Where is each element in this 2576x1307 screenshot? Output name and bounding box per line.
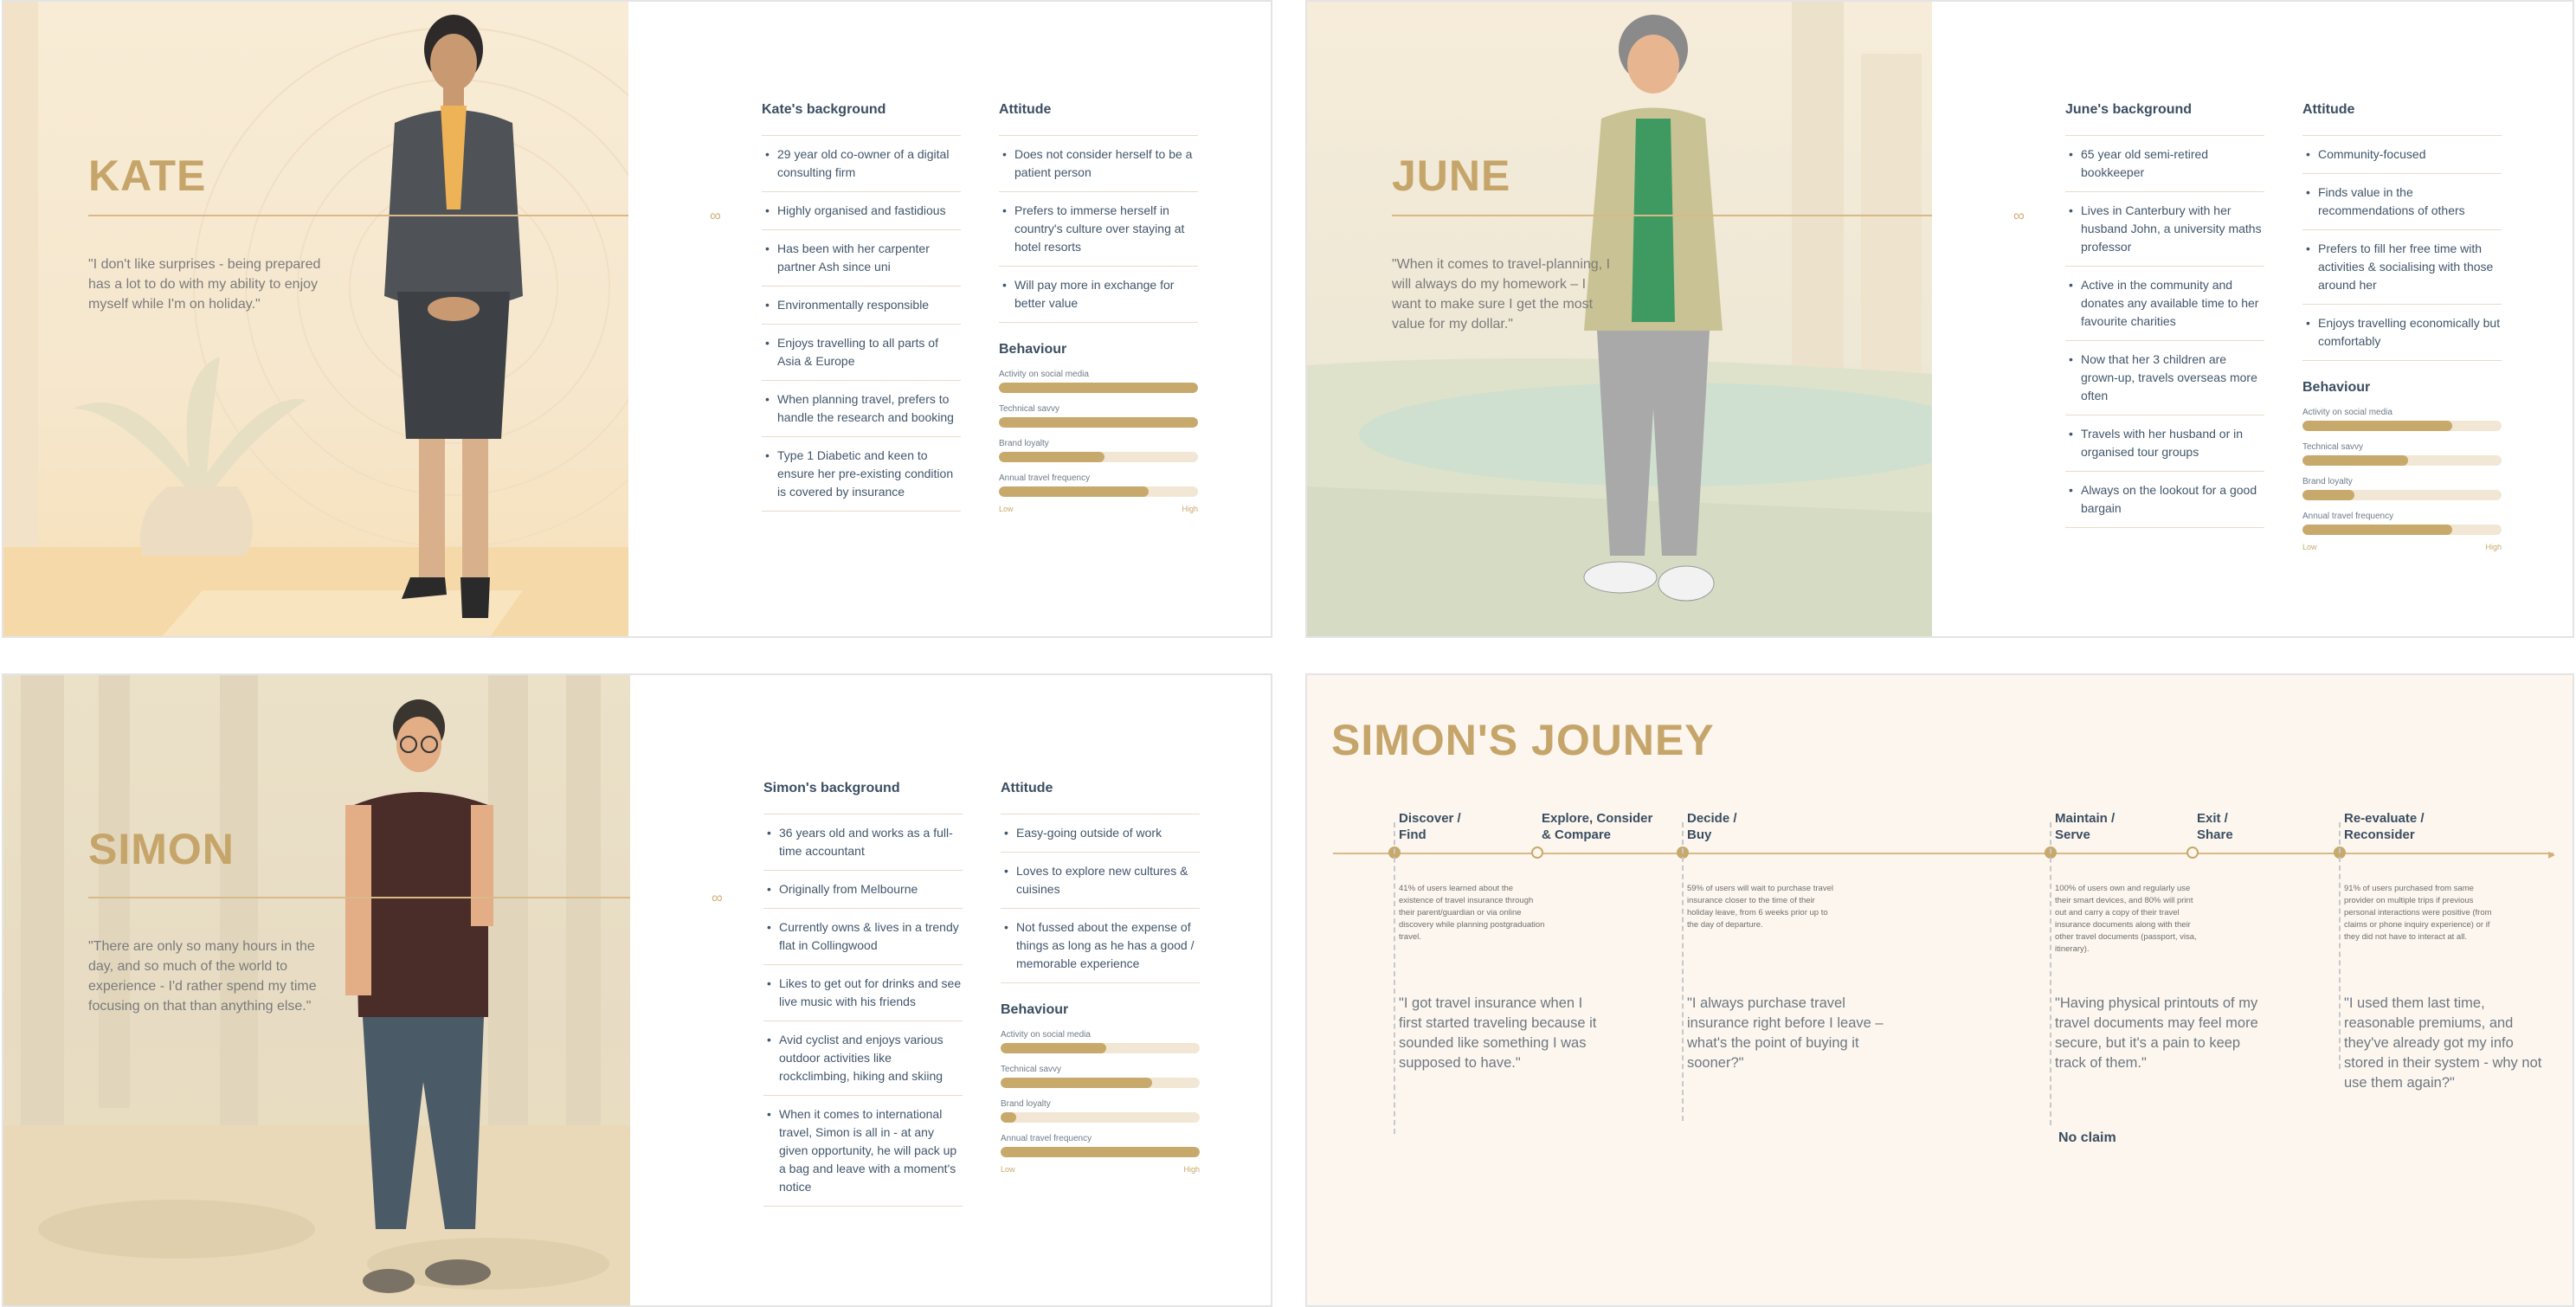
meter-fill <box>1001 1147 1200 1157</box>
behaviour-meters <box>999 370 1198 497</box>
background-item: • Active in the community and donates any available time to her favourite charities <box>2065 266 2264 340</box>
stage-divider <box>1682 822 1684 1121</box>
journey-title: SIMON'S JOUNEY <box>1331 716 1715 764</box>
meter-track <box>999 452 1198 462</box>
persona-name: JUNE <box>1392 151 1511 200</box>
meter-fill <box>1001 1078 1152 1088</box>
meter-track <box>2302 490 2502 500</box>
background-item: • Currently owns & lives in a trendy flat in Collingwood <box>763 908 963 964</box>
meter-track <box>2302 525 2502 535</box>
scale-high: High <box>2485 543 2502 551</box>
attitude-item: • Easy-going outside of work <box>1001 814 1200 852</box>
meter-track <box>1001 1078 1200 1088</box>
persona-name: KATE <box>88 151 207 200</box>
meter-track <box>999 486 1198 497</box>
behaviour-meter <box>999 473 1198 497</box>
stage-statistic: 41% of users learned about the existence of travel insurance through their parent/guardian or via online discovery while planning postgraduation travel. <box>1399 884 1545 942</box>
stage-divider <box>1394 822 1395 1134</box>
meter-fill <box>2302 525 2452 535</box>
background-item: • Has been with her carpenter partner Ash since uni <box>762 229 961 286</box>
meter-label: Technical savvy <box>999 404 1060 414</box>
divider-arrow <box>88 215 628 216</box>
meter-label: Technical savvy <box>1001 1065 1062 1074</box>
behaviour-meters <box>1001 1030 1200 1157</box>
background-heading: Simon's background <box>763 781 900 795</box>
meter-label: Activity on social media <box>2302 408 2392 417</box>
meter-track <box>1001 1043 1200 1053</box>
behaviour-heading: Behaviour <box>999 342 1067 357</box>
stage-label-line: Buy <box>1687 827 1712 842</box>
meter-fill <box>999 383 1198 393</box>
meter-fill <box>2302 455 2408 466</box>
meter-fill <box>999 417 1198 428</box>
stage-label-line: Decide / <box>1687 811 1737 826</box>
stage-label-line: Exit / <box>2197 811 2228 826</box>
scale-low: Low <box>2302 543 2317 551</box>
meter-fill <box>1001 1043 1106 1053</box>
persona-quote: "There are only so many hours in the day, and so much of the world to experience - I'd rather spend my time focusing on that than anything else." <box>88 939 317 1014</box>
background-item: • Enjoys travelling to all parts of Asia & Europe <box>762 324 961 380</box>
meter-track <box>1001 1112 1200 1123</box>
background-item: • Originally from Melbourne <box>763 870 963 908</box>
persona-name: SIMON <box>88 825 235 873</box>
journey-card <box>1305 673 2574 1307</box>
stage-label <box>2055 810 2115 843</box>
attitude-heading: Attitude <box>1001 781 1053 795</box>
behaviour-meter <box>2302 477 2502 500</box>
behaviour-meter <box>999 370 1198 393</box>
stage-quote: "I used them last time, reasonable premiums, and they've already got my info stored in their system - why not use them again?" <box>2344 995 2542 1091</box>
attitude-item: • Will pay more in exchange for better value <box>999 266 1198 323</box>
meter-scale <box>999 505 1198 513</box>
no-claim-label: No claim <box>2058 1130 2116 1145</box>
attitude-list <box>1001 814 1200 983</box>
stage-label <box>2344 810 2425 843</box>
persona-card-simon <box>2 673 1272 1307</box>
attitude-item: • Community-focused <box>2302 135 2502 173</box>
persona-illustration-panel <box>3 675 630 1305</box>
background-item: • Type 1 Diabetic and keen to ensure her pre-existing condition is covered by insurance <box>762 436 961 512</box>
attitude-column <box>2302 102 2502 551</box>
journey-timeline <box>1333 853 2553 854</box>
attitude-heading: Attitude <box>2302 102 2355 117</box>
attitude-list <box>999 135 1198 323</box>
behaviour-meter <box>1001 1134 1200 1157</box>
stage-statistic: 100% of users own and regularly use their smart devices, and 80% will print out and carry a copy of their travel insurance documents along with their other travel documents (passport, visa, itinerary). <box>2055 884 2197 954</box>
meter-fill <box>999 452 1104 462</box>
meter-label: Annual travel frequency <box>999 473 1091 483</box>
background-heading: Kate's background <box>762 102 886 117</box>
meter-track <box>999 383 1198 393</box>
stage-label-line: Find <box>1399 827 1426 842</box>
stage-divider <box>2050 822 2051 1125</box>
stage-label <box>1542 810 1652 843</box>
meter-label: Annual travel frequency <box>2302 512 2394 521</box>
stage-label-line: Re-evaluate / <box>2344 811 2425 826</box>
background-item: • When it comes to international travel, Simon is all in - at any given opportunity, he will pack up a bag and leave with a moment's notice <box>763 1095 963 1207</box>
stage-label <box>1687 810 1737 843</box>
arrow-bike-icon: ∞ <box>2013 207 2025 224</box>
meter-scale <box>2302 543 2502 551</box>
persona-card-june <box>1305 0 2574 638</box>
stage-quote: "Having physical printouts of my travel documents may feel more secure, but it's a pain to keep track of them." <box>2055 995 2258 1071</box>
background-list <box>762 135 961 512</box>
meter-label: Brand loyalty <box>2302 477 2353 486</box>
attitude-column <box>1001 781 1200 1174</box>
behaviour-meter <box>2302 512 2502 535</box>
attitude-item: • Loves to explore new cultures & cuisines <box>1001 852 1200 908</box>
behaviour-meter <box>2302 408 2502 431</box>
behaviour-meter <box>999 439 1198 462</box>
background-item: • Travels with her husband or in organised tour groups <box>2065 415 2264 471</box>
attitude-column <box>999 102 1198 513</box>
meter-fill <box>999 486 1149 497</box>
scale-low: Low <box>999 505 1014 513</box>
background-item: • Avid cyclist and enjoys various outdoor activities like rockclimbing, hiking and skiing <box>763 1020 963 1095</box>
divider-arrow <box>88 897 630 898</box>
arrow-bike-icon: ∞ <box>712 889 723 906</box>
stage-label-line: Explore, Consider <box>1542 811 1653 826</box>
meter-label: Technical savvy <box>2302 442 2364 452</box>
background-item: • Always on the lookout for a good bargain <box>2065 471 2264 528</box>
stage-statistic: 59% of users will wait to purchase travel insurance closer to the time of their holiday leave, from 6 weeks prior up to the day of departure. <box>1687 884 1833 930</box>
background-illustration <box>3 2 628 636</box>
attitude-item: • Enjoys travelling economically but comfortably <box>2302 304 2502 361</box>
attitude-item: • Not fussed about the expense of things as long as he has a good / memorable experience <box>1001 908 1200 983</box>
stage-quote: "I always purchase travel insurance right before I leave – what's the point of buying it sooner?" <box>1687 995 1884 1071</box>
stage-label-line: & Compare <box>1542 827 1612 842</box>
meter-track <box>2302 455 2502 466</box>
persona-illustration-panel <box>1307 2 1932 636</box>
background-item: • Likes to get out for drinks and see live music with his friends <box>763 964 963 1020</box>
background-item: • 65 year old semi-retired bookkeeper <box>2065 135 2264 191</box>
behaviour-meter <box>999 404 1198 428</box>
meter-track <box>999 417 1198 428</box>
attitude-item: • Prefers to immerse herself in country's culture over staying at hotel resorts <box>999 191 1198 266</box>
persona-card-kate <box>2 0 1272 638</box>
background-item: • When planning travel, prefers to handle the research and booking <box>762 380 961 436</box>
stage-label <box>1399 810 1461 843</box>
stage-label-line: Share <box>2197 827 2233 842</box>
meter-label: Activity on social media <box>1001 1030 1091 1040</box>
attitude-heading: Attitude <box>999 102 1052 117</box>
behaviour-heading: Behaviour <box>2302 380 2371 395</box>
meter-fill <box>2302 421 2452 431</box>
divider-arrow <box>1392 215 1932 216</box>
meter-fill <box>1001 1112 1016 1123</box>
background-item: • Environmentally responsible <box>762 286 961 324</box>
attitude-item: • Does not consider herself to be a patient person <box>999 135 1198 191</box>
background-column <box>2065 102 2264 528</box>
stage-divider <box>2339 822 2341 1069</box>
background-list <box>2065 135 2264 528</box>
attitude-list <box>2302 135 2502 361</box>
stage-label-line: Maintain / <box>2055 811 2116 826</box>
kate-figure <box>384 15 523 618</box>
background-list <box>763 814 963 1207</box>
meter-label: Brand loyalty <box>999 439 1049 448</box>
stage-label <box>2197 810 2233 843</box>
stage-label-line: Reconsider <box>2344 827 2415 842</box>
background-column <box>762 102 961 512</box>
timeline-arrow-icon: ▸ <box>2548 847 2556 862</box>
background-item: • 29 year old co-owner of a digital consulting firm <box>762 135 961 191</box>
background-column <box>763 781 963 1207</box>
persona-quote: "When it comes to travel-planning, I will always do my homework – I want to make sure I get the most value for my dollar." <box>1392 257 1611 332</box>
background-item: • Lives in Canterbury with her husband John, a university maths professor <box>2065 191 2264 266</box>
behaviour-meter <box>1001 1065 1200 1088</box>
behaviour-meters <box>2302 408 2502 535</box>
meter-label: Brand loyalty <box>1001 1099 1051 1109</box>
stage-marker <box>1531 847 1543 859</box>
background-item: • Highly organised and fastidious <box>762 191 961 229</box>
stage-quote: "I got travel insurance when I first started traveling because it sounded like something I was supposed to have." <box>1399 995 1597 1071</box>
stage-marker <box>2186 847 2199 859</box>
attitude-item: • Prefers to fill her free time with activities & socialising with those around her <box>2302 229 2502 304</box>
meter-track <box>1001 1147 1200 1157</box>
meter-label: Activity on social media <box>999 370 1089 379</box>
stage-statistic: 91% of users purchased from same provider on multiple trips if previous personal interactions were positive (from claims or phone inquiry experience) or if they did not have to interact at all. <box>2344 884 2492 942</box>
attitude-item: • Finds value in the recommendations of others <box>2302 173 2502 229</box>
meter-label: Annual travel frequency <box>1001 1134 1092 1143</box>
meter-fill <box>2302 490 2354 500</box>
scale-high: High <box>1182 505 1198 513</box>
stage-label-line: Serve <box>2055 827 2090 842</box>
behaviour-meter <box>2302 442 2502 466</box>
stage-label-line: Discover / <box>1399 811 1461 826</box>
meter-track <box>2302 421 2502 431</box>
behaviour-meter <box>1001 1030 1200 1053</box>
scale-high: High <box>1183 1165 1200 1174</box>
background-item: • 36 years old and works as a full-time accountant <box>763 814 963 870</box>
arrow-bike-icon: ∞ <box>710 207 721 224</box>
scale-low: Low <box>1001 1165 1015 1174</box>
behaviour-meter <box>1001 1099 1200 1123</box>
behaviour-heading: Behaviour <box>1001 1002 1069 1017</box>
background-heading: June's background <box>2065 102 2193 117</box>
persona-illustration-panel <box>3 2 628 636</box>
background-item: • Now that her 3 children are grown-up, travels overseas more often <box>2065 340 2264 415</box>
meter-scale <box>1001 1165 1200 1174</box>
persona-quote: "I don't like surprises - being prepared has a lot to do with my ability to enjoy myself while I'm on holiday." <box>88 257 321 312</box>
